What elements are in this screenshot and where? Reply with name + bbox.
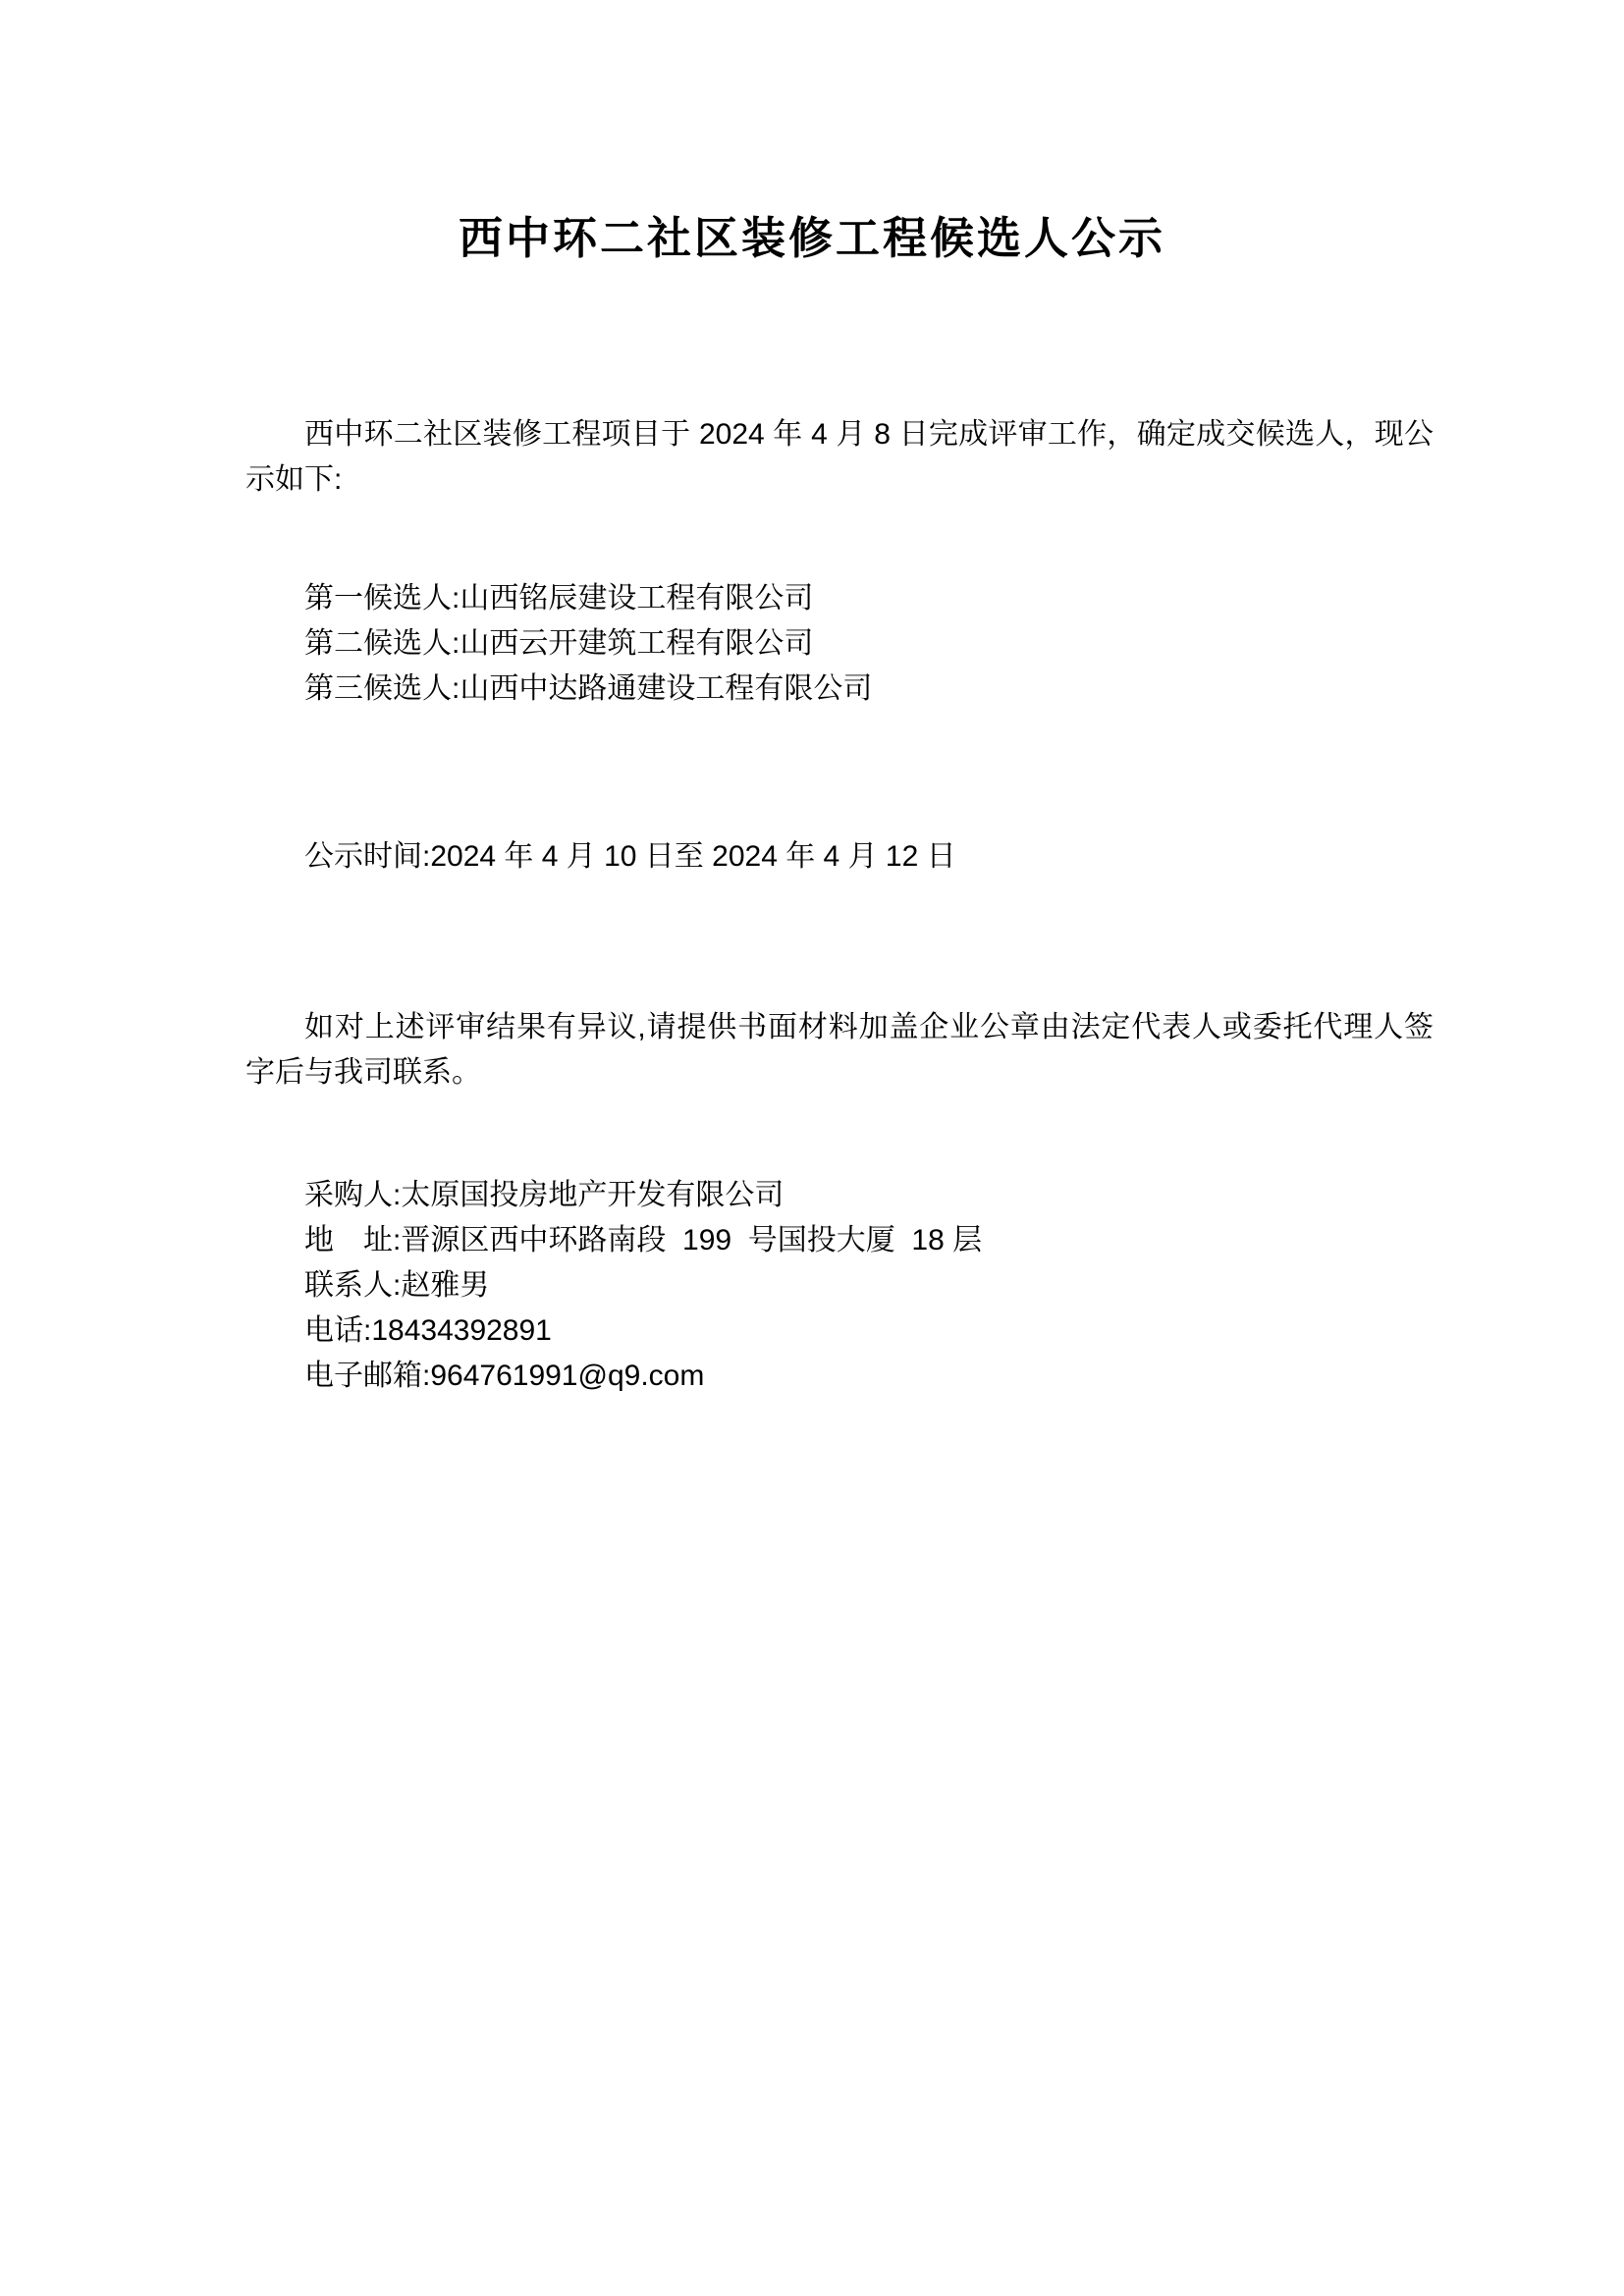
intro-line-2: 示如下: [245,463,343,496]
purchaser-name: 采购人:太原国投房地产开发有限公司 [304,1179,785,1211]
publicity-period-text: 公示时间:2024 年 4 月 10 日至 2024 年 4 月 12 日 [304,840,956,873]
document-title: 西中环二社区装修工程候选人公示 [458,213,1165,263]
objection-line-1: 如对上述评审结果有异议,请提供书面材料加盖企业公章由法定代表人或委托代理人签 [304,1011,1434,1043]
publicity-period [245,834,1434,880]
purchaser-email: 电子邮箱:964761991@q9.com [304,1360,705,1392]
purchaser-info [245,1173,1434,1399]
document-body [245,412,1434,1399]
intro-line-1: 西中环二社区装修工程项目于 2024 年 4 月 8 日完成评审工作，确定成交候选人，现公 [304,418,1434,451]
objection-paragraph [245,1005,1434,1095]
candidate-first: 第一候选人:山西铭辰建设工程有限公司 [304,582,814,614]
purchaser-phone: 电话:18434392891 [304,1314,552,1347]
candidate-third: 第三候选人:山西中达路通建设工程有限公司 [304,672,873,705]
candidate-second: 第二候选人:山西云开建筑工程有限公司 [304,627,814,660]
purchaser-address: 地 址:晋源区西中环路南段 199 号国投大厦 18 层 [304,1224,983,1256]
candidates-list [245,576,1434,712]
intro-paragraph [245,412,1434,503]
objection-line-2: 字后与我司联系。 [245,1056,481,1089]
purchaser-contact-person: 联系人:赵雅男 [304,1269,490,1302]
